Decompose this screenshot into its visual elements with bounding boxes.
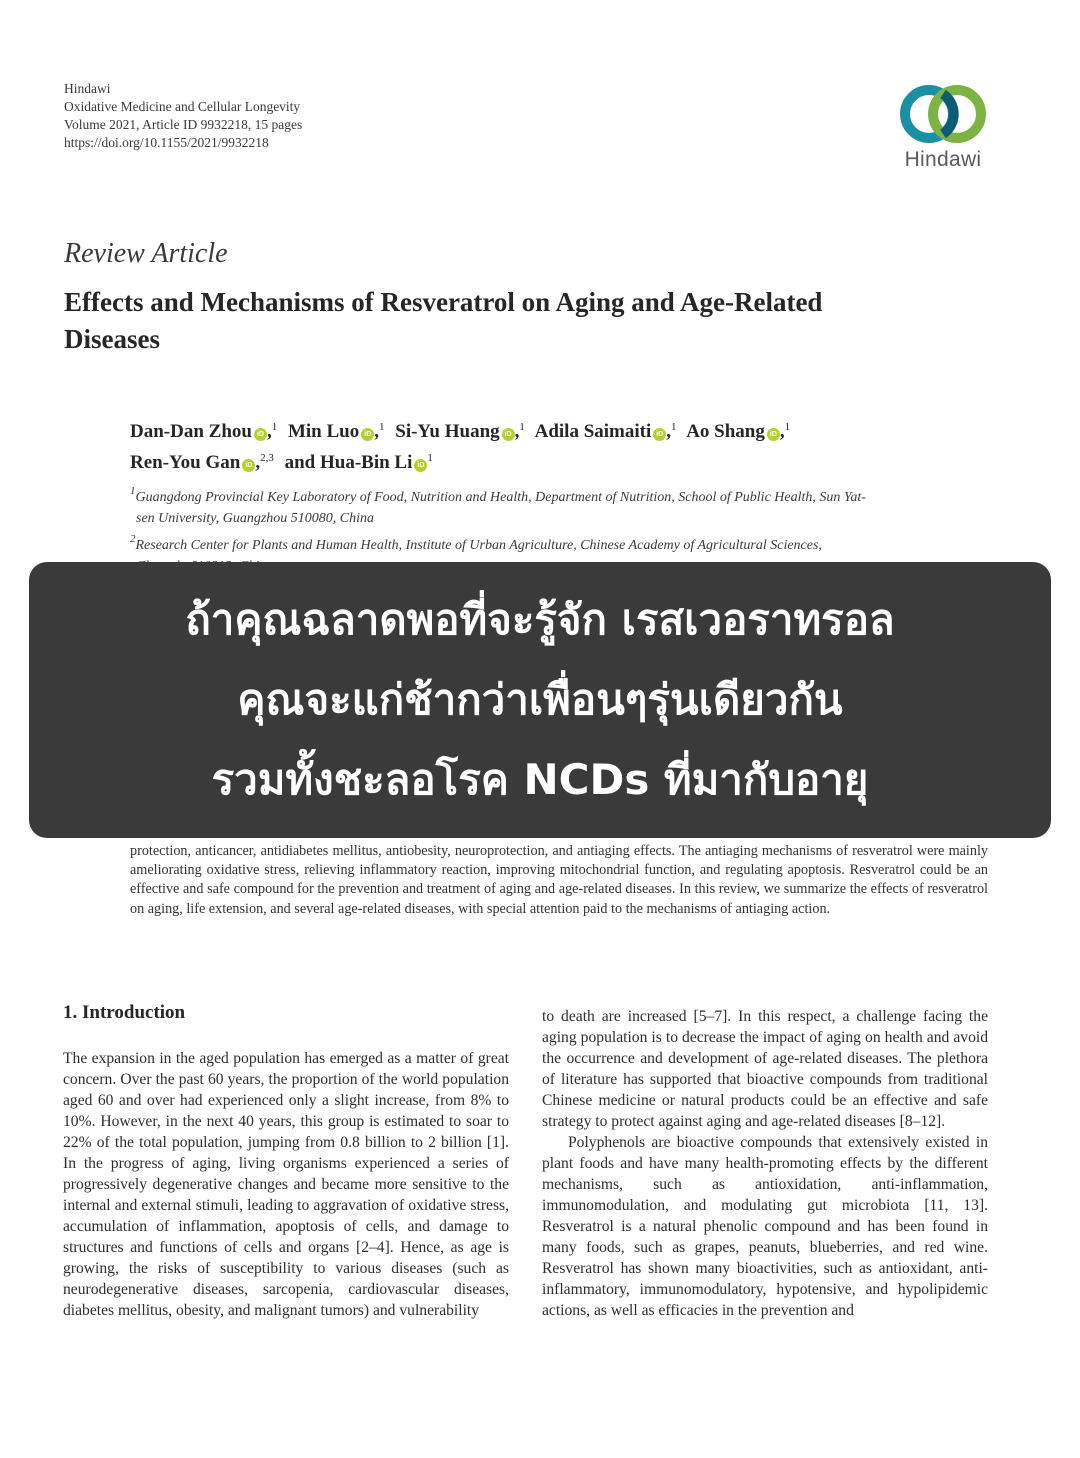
orcid-icon[interactable]: iD: [254, 428, 267, 441]
orcid-icon[interactable]: iD: [361, 428, 374, 441]
affiliation: $^1$Guangdong Provincial Key Laboratory of Food, Nutrition and Health, Department of Nutrition, School of Public Health, Sun Yat-: [130, 485, 866, 505]
author[interactable]: Adila Saimaiti iD ,$^1$: [534, 421, 677, 442]
orcid-icon[interactable]: iD: [502, 428, 515, 441]
section-heading: 1. Introduction: [63, 1002, 186, 1023]
article-title: Effects and Mechanisms of Resveratrol on Aging and Age-Related Diseases: [64, 287, 823, 354]
intro-left-column: [63, 1048, 509, 1321]
paragraph: The expansion in the aged population has emerged as a matter of great concern. Over the past 60 years, the proportion of the world population aged 60 and over had experienced only a slight increase, from 8% to 10%. However, in the next 40 years, this group is estimated to soar to 22% of the total population, jumping from 0.8 billion to 2 billion [1]. In the progress of aging, living organisms experienced a series of progressively degenerative changes and became more sensitive to the internal and external stimuli, leading to aggravation of oxidative stress, accumulation of inflammation, apoptosis of cells, and damage to structures and functions of cells and organs [2–4]. Hence, as age is growing, the risks of susceptibility to various diseases (such as neurodegenerative diseases, sarcopenia, cardiovascular diseases, diabetes mellitus, obesity, and malignant tumors) and vulnerability: [63, 1050, 509, 1319]
author[interactable]: Ren-You Gan iD ,$^{2,3}$: [130, 452, 274, 473]
caption-line: คุณจะแก่ช้ากว่าเพื่อนๆรุ่นเดียวกัน: [237, 675, 843, 724]
thai-caption-overlay: [29, 562, 1051, 838]
abstract-text: protection, anticancer, antidiabetes mellitus, antiobesity, neuroprotection, and antiaging effects. The antiaging mechanisms of resveratrol were mainly ameliorating oxidative stress, relieving inflammatory reaction, improving mitochondrial function, and regulating apoptosis. Resveratrol could be an effective and safe compound for the prevention and treatment of aging and age-related diseases. In this review, we summarize the effects of resveratrol on aging, life extension, and several age-related diseases, with special attention paid to the mechanisms of antiaging action.: [130, 843, 988, 917]
orcid-icon[interactable]: iD: [653, 428, 666, 441]
author[interactable]: Si-Yu Huang iD ,$^1$: [395, 421, 525, 442]
author-joiner: and: [284, 452, 316, 473]
orcid-icon[interactable]: iD: [242, 459, 255, 472]
author[interactable]: Hua-Bin Li $iD^1$: [319, 452, 433, 473]
author[interactable]: Dan-Dan Zhou iD ,$^1$: [130, 421, 278, 442]
orcid-icon[interactable]: iD: [767, 428, 780, 441]
caption-line: ถ้าคุณฉลาดพอที่จะรู้จัก เรสเวอราทรอล: [185, 595, 895, 644]
hindawi-logo: [893, 80, 993, 172]
journal-name: Oxidative Medicine and Cellular Longevity: [64, 99, 301, 114]
author[interactable]: Ao Shang iD ,$^1$: [686, 421, 791, 442]
author-list: [130, 414, 1000, 476]
affiliation: $^2$Research Center for Plants and Human Health, Institute of Urban Agriculture, Chinese Academy of Agricultural Sciences,: [130, 533, 822, 553]
paragraph: to death are increased [5–7]. In this respect, a challenge facing the aging population is to decrease the impact of aging on health and avoid the occurrence and development of age-related diseases. The plethora of literature has supported that bioactive compounds from traditional Chinese medicine or natural products could be an effective and safe strategy to protect against aging and age-related diseases [8–12].: [542, 1008, 988, 1130]
intro-right-column: [542, 1006, 988, 1321]
affiliation-cont: sen University, Guangzhou 510080, China: [136, 510, 374, 526]
journal-meta: [64, 80, 302, 152]
author[interactable]: Min Luo iD ,$^1$: [287, 421, 385, 442]
article-type: Review Article: [64, 238, 228, 269]
hindawi-logo-icon: [896, 80, 990, 148]
publisher-name: Hindawi: [64, 81, 111, 96]
doi-link[interactable]: https://doi.org/10.1155/2021/9932218: [64, 135, 269, 150]
paragraph: Polyphenols are bioactive compounds that extensively existed in plant foods and have many health-promoting effects by the different mechanisms, such as antioxidation, anti-inflammation, immunomodulation, and modulating gut microbiota [11, 13]. Resveratrol is a natural phenolic compound and has been found in many foods, such as grapes, peanuts, blueberries, and red wine. Resveratrol has shown many bioactivities, such as antioxidant, anti-inflammatory, immunomodulatory, hypotensive, and hypolipidemic actions, as well as efficacies in the prevention and: [542, 1134, 988, 1319]
hindawi-wordmark: Hindawi: [904, 148, 982, 171]
volume-info: Volume 2021, Article ID 9932218, 15 pages: [64, 117, 303, 132]
caption-line: รวมทั้งชะลอโรค NCDs ที่มากับอายุ: [211, 755, 869, 804]
orcid-icon[interactable]: iD: [414, 459, 427, 472]
